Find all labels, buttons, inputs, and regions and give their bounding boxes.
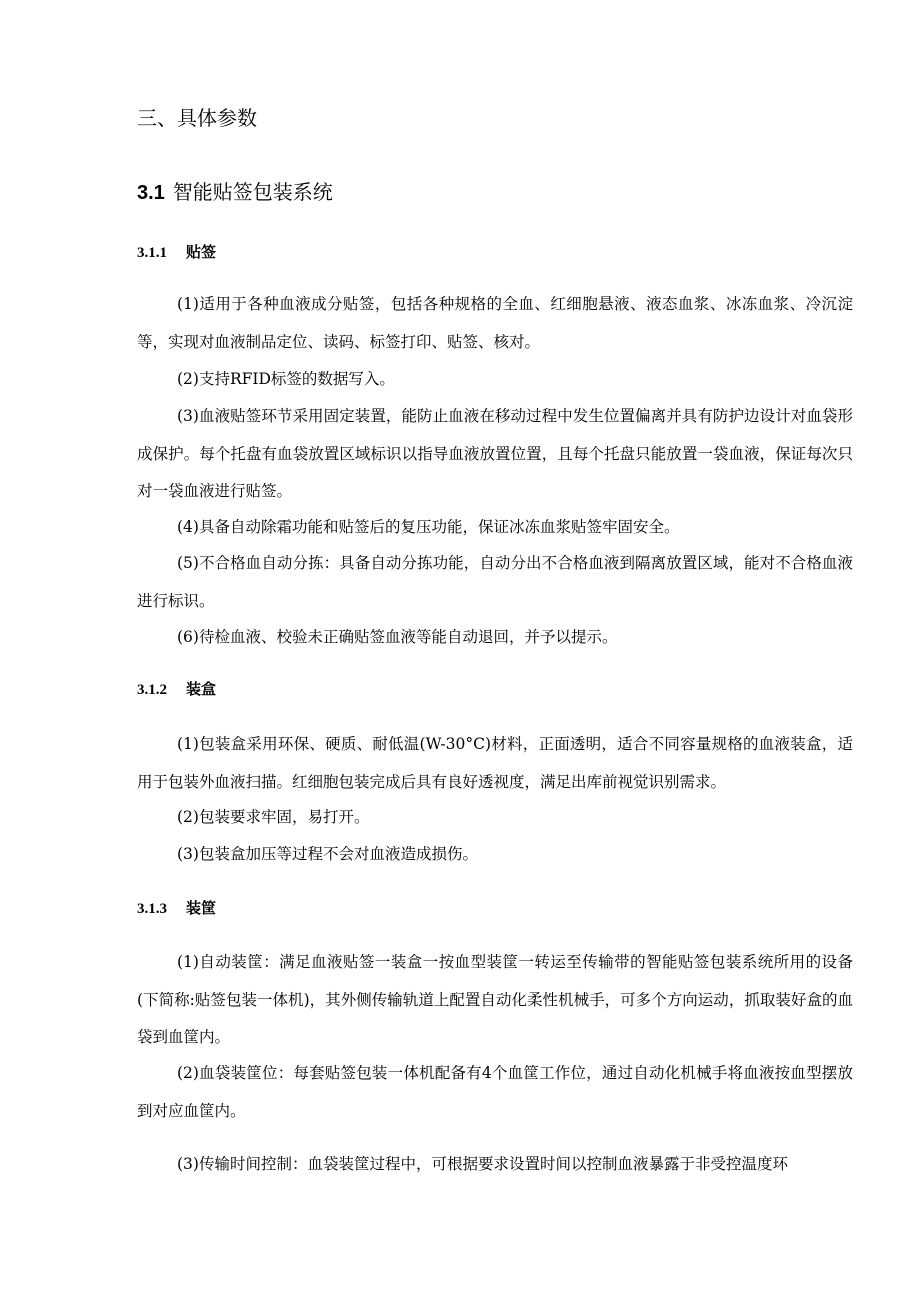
paragraph-boxing-2: (2)包装要求牢固，易打开。	[177, 808, 370, 826]
paragraph-labeling-1: (1)适用于各种血液成分贴签，包括各种规格的全血、红细胞悬液、液态血浆、冰冻血浆、冷沉淀等，实现对血液制品定位、读码、标签打印、贴签、核对。	[137, 295, 853, 351]
paragraph-basketing-2: (2)血袋装筐位：每套贴签包装一体机配备有4个血筐工作位，通过自动化机械手将血液按血型摆放到对应血筐内。	[137, 1064, 853, 1120]
subsection-title: 智能贴签包装系统	[172, 180, 333, 204]
paragraph-basketing-1: (1)自动装筐：满足血液贴签一装盒一按血型装筐一转运至传输带的智能贴签包装系统所用的设备(下简称:贴签包装一体机)，其外侧传输轨道上配置自动化柔性机械手，可多个方向运动，抓取装好盒的血袋到血筐内。	[137, 953, 853, 1046]
clause-number: 3.1.3	[137, 901, 167, 917]
paragraph-boxing-3: (3)包装盒加压等过程不会对血液造成损伤。	[177, 845, 478, 863]
clause-number: 3.1.1	[137, 245, 167, 261]
clause-title: 装盒	[186, 680, 217, 698]
clause-heading-labeling	[137, 242, 216, 263]
section-heading: 三、具体参数	[137, 106, 257, 130]
paragraph-labeling-5: (5)不合格血自动分拣：具备自动分拣功能，自动分出不合格血液到隔离放置区域，能对不合格血液进行标识。	[137, 554, 853, 610]
paragraph-labeling-4: (4)具备自动除霜功能和贴签后的复压功能，保证冰冻血浆贴签牢固安全。	[177, 518, 680, 536]
subsection-heading	[137, 178, 333, 207]
paragraph-labeling-3: (3)血液贴签环节采用固定装置，能防止血液在移动过程中发生位置偏离并具有防护边设计对血袋形成保护。每个托盘有血袋放置区域标识以指导血液放置位置，且每个托盘只能放置一袋血液，保证每次只对一袋血液进行贴签。	[137, 407, 853, 500]
clause-heading-basketing	[137, 898, 216, 919]
subsection-number: 3.1	[137, 182, 165, 204]
clause-title: 装筐	[186, 899, 217, 917]
paragraph-basketing-3: (3)传输时间控制：血袋装筐过程中，可根据要求设置时间以控制血液暴露于非受控温度环	[177, 1155, 788, 1173]
paragraph-boxing-1: (1)包装盒采用环保、硬质、耐低温(W-30°C)材料，正面透明，适合不同容量规格的血液装盒，适用于包装外血液扫描。红细胞包装完成后具有良好透视度，满足出库前视觉识别需求。	[137, 735, 853, 791]
clause-heading-boxing	[137, 679, 216, 700]
paragraph-labeling-2: (2)支持RFID标签的数据写入。	[177, 370, 395, 388]
clause-title: 贴签	[186, 243, 217, 261]
clause-number: 3.1.2	[137, 682, 167, 698]
paragraph-labeling-6: (6)待检血液、校验未正确贴签血液等能自动退回，并予以提示。	[177, 628, 618, 646]
